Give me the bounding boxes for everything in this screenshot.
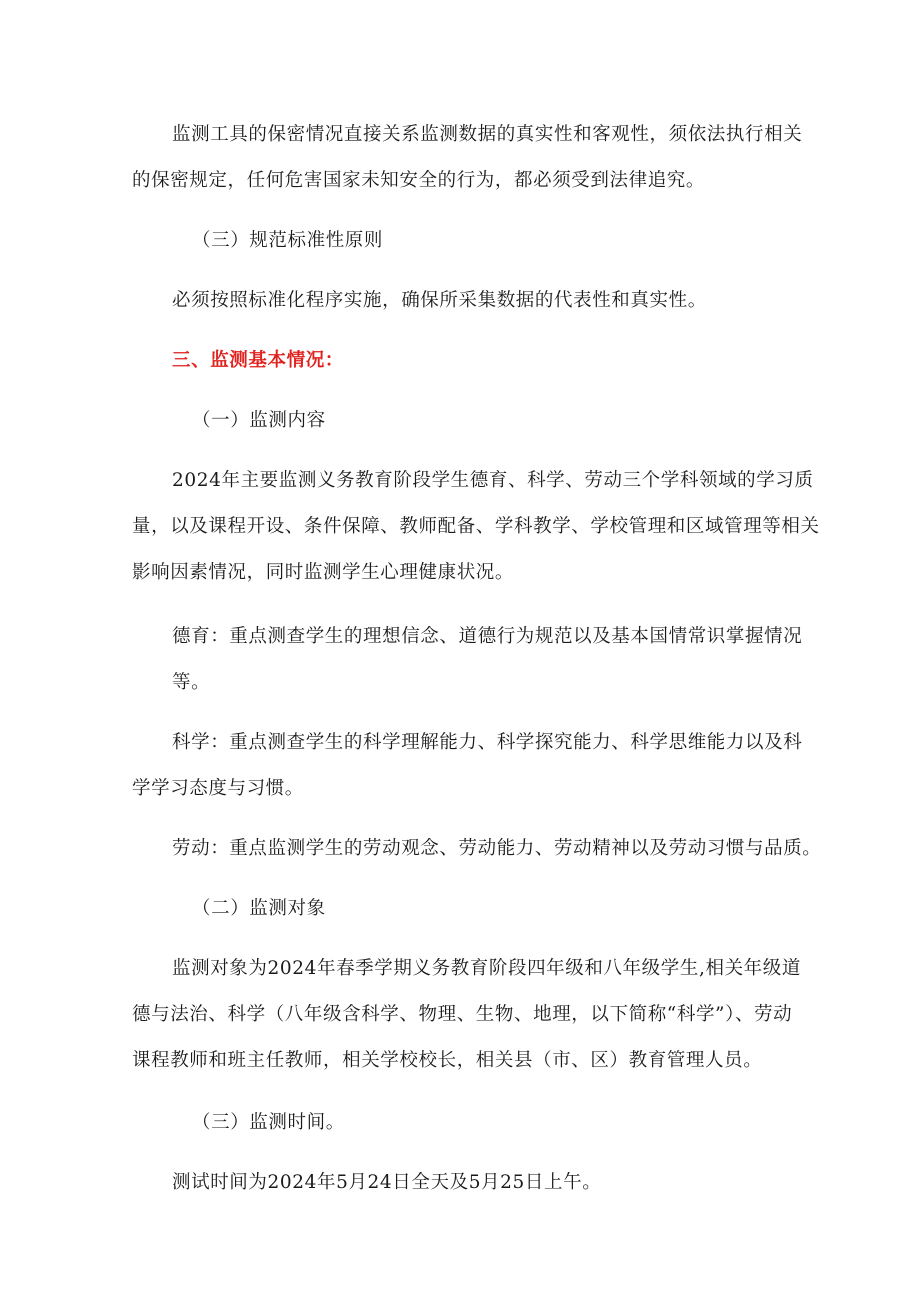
paragraph-confidentiality: [132, 112, 803, 204]
subheading-subjects: [192, 886, 817, 932]
paragraph-test-time: [172, 1160, 797, 1206]
paragraph-labor: [172, 826, 822, 872]
text-line: （二）监测对象: [192, 898, 326, 919]
text-line: 测试时间为2024年5月24日全天及5月25日上午。: [172, 1172, 602, 1193]
subheading-time: [192, 1100, 817, 1146]
text-line: 等。: [172, 672, 211, 693]
text-line: 监测工具的保密情况直接关系监测数据的真实性和客观性，须依法执行相关: [172, 124, 803, 145]
paragraph-standard-procedure: [172, 278, 797, 324]
text-line: 必须按照标准化程序实施，确保所采集数据的代表性和真实性。: [172, 290, 707, 311]
text-line: 学学习态度与习惯。: [132, 778, 304, 799]
text-line: 2024年主要监测义务教育阶段学生德育、科学、劳动三个学科领域的学习质: [172, 470, 814, 491]
paragraph-moral-education: [172, 614, 803, 706]
text-line: 德育：重点测查学生的理想信念、道德行为规范以及基本国情常识掌握情况: [172, 626, 803, 647]
text-line: 监测对象为2024年春季学期义务教育阶段四年级和八年级学生,相关年级道: [172, 958, 801, 979]
text-line: 课程教师和班主任教师，相关学校校长，相关县（市、区）教育管理人员。: [132, 1050, 763, 1071]
paragraph-monitoring-subjects: [132, 946, 801, 1084]
paragraph-monitoring-content: [132, 458, 820, 596]
text-line: （三）规范标准性原则: [192, 230, 384, 251]
text-line: （一）监测内容: [192, 410, 326, 431]
text-line: 量，以及课程开设、条件保障、教师配备、学科教学、学校管理和区域管理等相关: [132, 516, 820, 537]
paragraph-science: [132, 720, 803, 812]
text-line: 劳动：重点监测学生的劳动观念、劳动能力、劳动精神以及劳动习惯与品质。: [172, 838, 822, 859]
subheading-standardization: [192, 218, 817, 264]
subheading-content: [192, 398, 817, 444]
text-line: 科学：重点测查学生的科学理解能力、科学探究能力、科学思维能力以及科: [172, 732, 803, 753]
text-line: 德与法治、科学（八年级含科学、物理、生物、地理，以下简称“科学”）、劳动: [132, 1004, 793, 1025]
text-line: 的保密规定，任何危害国家未知安全的行为，都必须受到法律追究。: [132, 170, 706, 191]
text-line: 影响因素情况，同时监测学生心理健康状况。: [132, 562, 515, 583]
text-line: 三、监测基本情况：: [172, 350, 344, 371]
text-line: （三）监测时间。: [192, 1112, 345, 1133]
section-heading-basic-situation: [172, 338, 797, 384]
